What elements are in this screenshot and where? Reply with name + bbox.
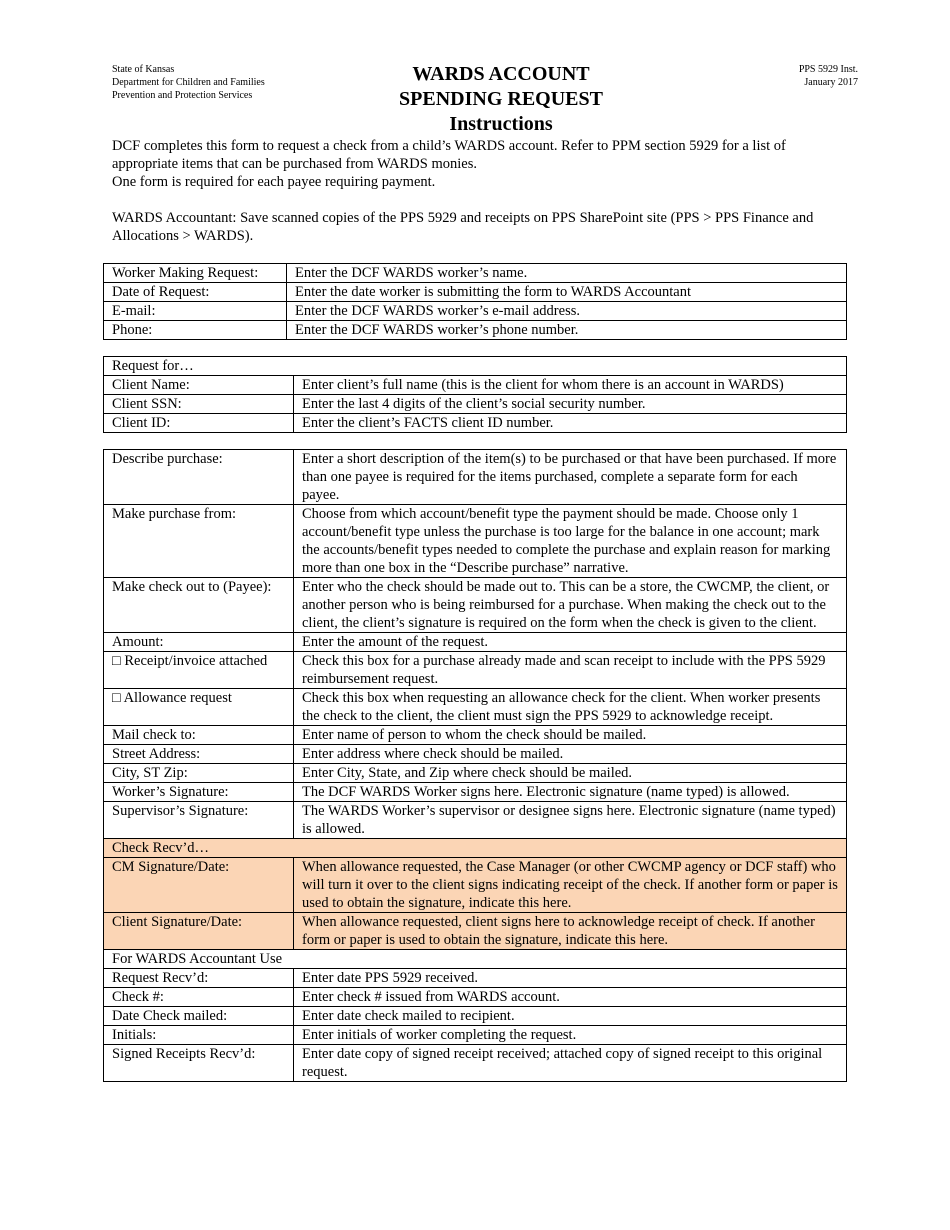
form-number-header bbox=[799, 63, 858, 89]
table-row bbox=[104, 633, 847, 652]
request-for-heading: Request for… bbox=[104, 357, 847, 376]
title-line-3: Instructions bbox=[449, 113, 553, 135]
row-label: Initials: bbox=[104, 1026, 294, 1045]
row-instruction: Enter the last 4 digits of the client’s social security number. bbox=[294, 395, 847, 414]
row-instruction: Enter the DCF WARDS worker’s name. bbox=[287, 264, 847, 283]
row-label: Street Address: bbox=[104, 745, 294, 764]
row-instruction: Enter name of person to whom the check should be mailed. bbox=[294, 726, 847, 745]
table-row bbox=[104, 858, 847, 913]
form-number: PPS 5929 Inst. bbox=[798, 64, 858, 75]
allowance-request-checkbox-label: □ Allowance request bbox=[104, 689, 294, 726]
row-instruction: The DCF WARDS Worker signs here. Electronic signature (name typed) is allowed. bbox=[294, 783, 847, 802]
intro-paragraph-3: WARDS Accountant: Save scanned copies of the PPS 5929 and receipts on PPS SharePoint site (PPS > PPS Finance and Allocations > WARDS). bbox=[112, 210, 814, 244]
agency-state: State of Kansas bbox=[112, 64, 175, 75]
table-row bbox=[104, 450, 847, 505]
table-row bbox=[104, 505, 847, 578]
table-row bbox=[104, 726, 847, 745]
accountant-use-heading: For WARDS Accountant Use bbox=[104, 950, 847, 969]
row-instruction: Enter who the check should be made out to. This can be a store, the CWCMP, the client, or another person who is being reimbursed for a purchase. When making the check out to the client, the client’s signature is required on the form when the check is given to the client. bbox=[294, 578, 847, 633]
row-label: Signed Receipts Recv’d: bbox=[104, 1045, 294, 1082]
row-label: Client Signature/Date: bbox=[104, 913, 294, 950]
intro-paragraph-2: One form is required for each payee requiring payment. bbox=[112, 174, 436, 190]
table-row bbox=[104, 395, 847, 414]
row-label: E-mail: bbox=[104, 302, 287, 321]
row-instruction: Enter client’s full name (this is the client for whom there is an account in WARDS) bbox=[294, 376, 847, 395]
row-instruction: When allowance requested, client signs here to acknowledge receipt of check. If another form or paper is used to obtain the signature, indicate this here. bbox=[294, 913, 847, 950]
row-instruction: Enter address where check should be mailed. bbox=[294, 745, 847, 764]
table-row bbox=[104, 578, 847, 633]
section-heading-row bbox=[104, 950, 847, 969]
row-label: Describe purchase: bbox=[104, 450, 294, 505]
row-label: Worker’s Signature: bbox=[104, 783, 294, 802]
table-row bbox=[104, 689, 847, 726]
table-row bbox=[104, 745, 847, 764]
agency-department: Department for Children and Families bbox=[112, 77, 265, 88]
section-heading-row bbox=[104, 357, 847, 376]
form-date: January 2017 bbox=[804, 77, 858, 88]
row-label: Supervisor’s Signature: bbox=[104, 802, 294, 839]
title-line-2: SPENDING REQUEST bbox=[399, 88, 603, 110]
table-row bbox=[104, 802, 847, 839]
table-row bbox=[104, 264, 847, 283]
row-label: CM Signature/Date: bbox=[104, 858, 294, 913]
table-row bbox=[104, 652, 847, 689]
agency-division: Prevention and Protection Services bbox=[112, 90, 253, 101]
table-row bbox=[104, 1045, 847, 1082]
table-row bbox=[104, 913, 847, 950]
table-row bbox=[104, 302, 847, 321]
table-row bbox=[104, 414, 847, 433]
row-instruction: Enter a short description of the item(s) to be purchased or that have been purchased. If more than one payee is required for the items purchased, complete a separate form for each payee. bbox=[294, 450, 847, 505]
row-label: Client SSN: bbox=[104, 395, 294, 414]
row-label: Amount: bbox=[104, 633, 294, 652]
client-table bbox=[103, 356, 847, 433]
table-row bbox=[104, 764, 847, 783]
row-instruction: Enter initials of worker completing the request. bbox=[294, 1026, 847, 1045]
row-instruction: Enter the amount of the request. bbox=[294, 633, 847, 652]
row-label: Make purchase from: bbox=[104, 505, 294, 578]
row-label: Client Name: bbox=[104, 376, 294, 395]
table-row bbox=[104, 783, 847, 802]
row-label: Worker Making Request: bbox=[104, 264, 287, 283]
row-instruction: Enter the DCF WARDS worker’s phone number. bbox=[287, 321, 847, 340]
row-instruction: Enter City, State, and Zip where check should be mailed. bbox=[294, 764, 847, 783]
table-row bbox=[104, 1007, 847, 1026]
table-row bbox=[104, 1026, 847, 1045]
row-label: Date of Request: bbox=[104, 283, 287, 302]
table-row bbox=[104, 969, 847, 988]
row-label: Client ID: bbox=[104, 414, 294, 433]
row-label: Make check out to (Payee): bbox=[104, 578, 294, 633]
intro-paragraph-1: DCF completes this form to request a check from a child’s WARDS account. Refer to PPM section 5929 for a list of appropriate items that can be purchased from WARDS monies. bbox=[112, 138, 786, 172]
row-instruction: The WARDS Worker’s supervisor or designee signs here. Electronic signature (name typed) is allowed. bbox=[294, 802, 847, 839]
row-label: City, ST Zip: bbox=[104, 764, 294, 783]
intro-text bbox=[112, 137, 842, 245]
row-label: Phone: bbox=[104, 321, 287, 340]
row-instruction: Enter date PPS 5929 received. bbox=[294, 969, 847, 988]
row-instruction: Enter date copy of signed receipt received; attached copy of signed receipt to this original request. bbox=[294, 1045, 847, 1082]
title-line-1: WARDS ACCOUNT bbox=[412, 63, 590, 85]
purchase-table bbox=[103, 449, 847, 1082]
row-instruction: When allowance requested, the Case Manager (or other CWCMP agency or DCF staff) who will turn it over to the client signs indicating receipt of the check. If another form or paper is used to obtain the signature, indicate this here. bbox=[294, 858, 847, 913]
row-label: Date Check mailed: bbox=[104, 1007, 294, 1026]
row-instruction: Check this box for a purchase already made and scan receipt to include with the PPS 5929 reimbursement request. bbox=[294, 652, 847, 689]
worker-table bbox=[103, 263, 847, 340]
table-row bbox=[104, 283, 847, 302]
row-instruction: Enter the date worker is submitting the form to WARDS Accountant bbox=[287, 283, 847, 302]
row-instruction: Enter the client’s FACTS client ID number. bbox=[294, 414, 847, 433]
row-instruction: Check this box when requesting an allowance check for the client. When worker presents the check to the client, the client must sign the PPS 5929 to acknowledge receipt. bbox=[294, 689, 847, 726]
row-instruction: Enter the DCF WARDS worker’s e-mail address. bbox=[287, 302, 847, 321]
table-row bbox=[104, 988, 847, 1007]
receipt-attached-checkbox-label: □ Receipt/invoice attached bbox=[104, 652, 294, 689]
row-label: Request Recv’d: bbox=[104, 969, 294, 988]
section-heading-row bbox=[104, 839, 847, 858]
row-label: Check #: bbox=[104, 988, 294, 1007]
row-label: Mail check to: bbox=[104, 726, 294, 745]
row-instruction: Choose from which account/benefit type the payment should be made. Choose only 1 account/benefit type unless the purchase is too large for the balance in one account; mark the accounts/benefit types needed to complete the purchase and explain reason for marking more than one box in the “Describe purchase” narrative. bbox=[294, 505, 847, 578]
row-instruction: Enter date check mailed to recipient. bbox=[294, 1007, 847, 1026]
row-instruction: Enter check # issued from WARDS account. bbox=[294, 988, 847, 1007]
table-row bbox=[104, 321, 847, 340]
check-received-heading: Check Recv’d… bbox=[104, 839, 847, 858]
table-row bbox=[104, 376, 847, 395]
